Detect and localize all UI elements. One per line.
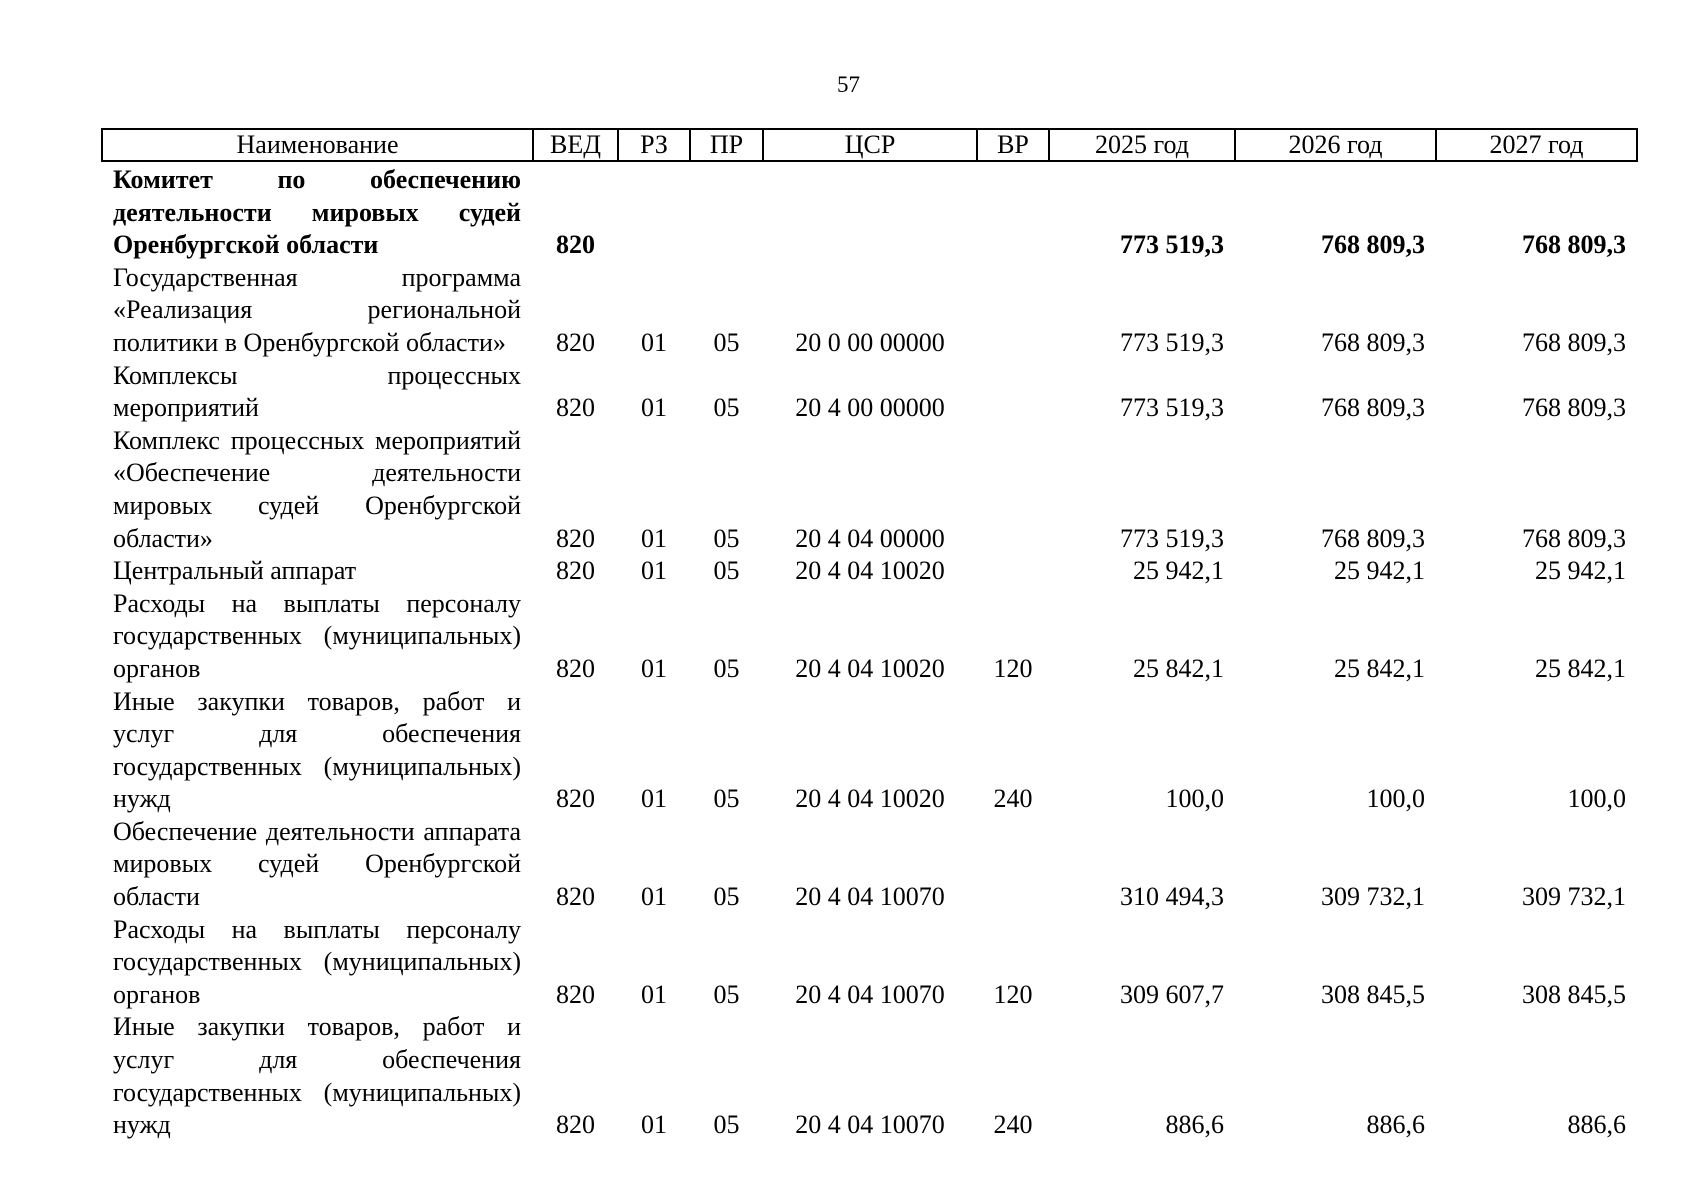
cell-rz	[618, 161, 690, 262]
budget-table	[101, 128, 1638, 1142]
header-2025: 2025 год	[1049, 129, 1235, 161]
cell-pr: 05	[713, 784, 740, 814]
cell-csr: 20 4 04 00000	[795, 523, 945, 553]
table-row	[102, 161, 1637, 262]
table-row	[102, 555, 1637, 588]
header-rz: РЗ	[618, 129, 690, 161]
header-csr: ЦСР	[763, 129, 977, 161]
cell-rz: 01	[641, 327, 667, 357]
table-row	[102, 914, 1637, 1012]
table-row	[102, 425, 1637, 555]
cell-csr: 20 4 04 10020	[795, 556, 945, 586]
cell-name: Центральный аппарат	[113, 556, 357, 586]
cell-ved: 820	[556, 327, 595, 357]
cell-vr	[977, 816, 1049, 914]
cell-2027: 100,0	[1567, 784, 1626, 814]
header-row	[102, 129, 1637, 161]
cell-2027: 886,6	[1567, 1110, 1626, 1140]
table-row	[102, 1011, 1637, 1141]
cell-name: Государственная программа «Реализация региональной политики в Оренбургской области»	[113, 262, 521, 357]
cell-csr: 20 4 04 10020	[795, 653, 945, 683]
cell-ved: 820	[556, 784, 595, 814]
cell-2026: 100,0	[1366, 784, 1425, 814]
cell-vr: 120	[993, 979, 1033, 1009]
header-2027: 2027 год	[1436, 129, 1637, 161]
cell-2027: 768 809,3	[1522, 327, 1626, 357]
header-pr: ПР	[690, 129, 763, 161]
cell-ved: 820	[556, 882, 595, 912]
table-row	[102, 686, 1637, 816]
cell-rz: 01	[641, 653, 667, 683]
table-row	[102, 360, 1637, 425]
cell-2026: 25 942,1	[1334, 556, 1425, 586]
cell-vr	[977, 262, 1049, 360]
cell-2027: 768 809,3	[1522, 230, 1626, 260]
cell-2025: 25 942,1	[1133, 556, 1224, 586]
cell-csr: 20 0 00 00000	[795, 327, 945, 357]
header-name: Наименование	[102, 129, 533, 161]
cell-2025: 309 607,7	[1120, 979, 1224, 1009]
cell-csr: 20 4 04 10070	[795, 979, 945, 1009]
table-row	[102, 588, 1637, 686]
cell-2025: 310 494,3	[1120, 882, 1224, 912]
cell-2027: 25 842,1	[1535, 653, 1626, 683]
cell-2027: 308 845,5	[1522, 979, 1626, 1009]
cell-rz: 01	[641, 979, 667, 1009]
cell-name: Расходы на выплаты персоналу государственных (муниципальных) органов	[113, 914, 521, 1009]
table-body	[102, 161, 1637, 1142]
cell-csr: 20 4 04 10020	[795, 784, 945, 814]
cell-2025: 100,0	[1165, 784, 1224, 814]
cell-pr: 05	[713, 556, 740, 586]
table-row	[102, 816, 1637, 914]
cell-rz: 01	[641, 784, 667, 814]
cell-csr: 20 4 00 00000	[795, 393, 945, 423]
page-number: 57	[837, 72, 860, 97]
cell-vr	[977, 360, 1049, 425]
cell-name: Обеспечение деятельности аппарата мировых судей Оренбургской области	[113, 816, 521, 912]
cell-2026: 309 732,1	[1321, 882, 1425, 912]
cell-2025: 773 519,3	[1120, 230, 1224, 260]
cell-vr: 240	[993, 784, 1033, 814]
cell-name: Комплекс процессных мероприятий «Обеспечение деятельности мировых судей Оренбургской области»	[113, 425, 521, 553]
cell-name: Комитет по обеспечению деятельности мировых судей Оренбургской области	[113, 165, 521, 260]
header-ved: ВЕД	[533, 129, 618, 161]
cell-pr: 05	[713, 327, 740, 357]
cell-ved: 820	[556, 523, 595, 553]
cell-csr: 20 4 04 10070	[795, 882, 945, 912]
cell-name: Комплексы процессных мероприятий	[113, 360, 521, 423]
cell-2026: 768 809,3	[1321, 327, 1425, 357]
cell-2026: 768 809,3	[1321, 393, 1425, 423]
table-row	[102, 262, 1637, 360]
cell-pr: 05	[713, 882, 740, 912]
cell-ved: 820	[556, 979, 595, 1009]
cell-2026: 768 809,3	[1321, 230, 1425, 260]
header-vr: ВР	[977, 129, 1049, 161]
cell-2025: 886,6	[1165, 1110, 1224, 1140]
cell-name: Иные закупки товаров, работ и услуг для обеспечения государственных (муниципальных) нужд	[113, 1012, 521, 1140]
cell-2025: 773 519,3	[1120, 393, 1224, 423]
cell-pr: 05	[713, 1110, 740, 1140]
cell-pr: 05	[713, 523, 740, 553]
cell-ved: 820	[556, 1110, 595, 1140]
cell-csr	[763, 161, 977, 262]
cell-ved: 820	[556, 393, 595, 423]
cell-pr: 05	[713, 979, 740, 1009]
cell-2025: 773 519,3	[1120, 523, 1224, 553]
cell-pr	[690, 161, 763, 262]
cell-2025: 773 519,3	[1120, 327, 1224, 357]
cell-pr: 05	[713, 653, 740, 683]
cell-rz: 01	[641, 556, 667, 586]
cell-rz: 01	[641, 882, 667, 912]
cell-2025: 25 842,1	[1133, 653, 1224, 683]
cell-2026: 25 842,1	[1334, 653, 1425, 683]
cell-rz: 01	[641, 523, 667, 553]
cell-2026: 308 845,5	[1321, 979, 1425, 1009]
cell-ved: 820	[556, 653, 595, 683]
cell-2027: 309 732,1	[1522, 882, 1626, 912]
cell-rz: 01	[641, 393, 667, 423]
cell-2027: 25 942,1	[1535, 556, 1626, 586]
cell-ved: 820	[556, 230, 595, 260]
table-header	[102, 129, 1637, 161]
cell-csr: 20 4 04 10070	[795, 1110, 945, 1140]
cell-rz: 01	[641, 1110, 667, 1140]
cell-vr: 120	[993, 653, 1033, 683]
cell-2027: 768 809,3	[1522, 523, 1626, 553]
cell-2026: 768 809,3	[1321, 523, 1425, 553]
cell-vr: 240	[993, 1110, 1033, 1140]
cell-name: Расходы на выплаты персоналу государственных (муниципальных) органов	[113, 588, 521, 683]
cell-ved: 820	[556, 556, 595, 586]
cell-pr: 05	[713, 393, 740, 423]
cell-vr	[977, 555, 1049, 588]
cell-vr	[977, 425, 1049, 555]
cell-name: Иные закупки товаров, работ и услуг для обеспечения государственных (муниципальных) нужд	[113, 686, 521, 814]
header-2026: 2026 год	[1235, 129, 1436, 161]
cell-2027: 768 809,3	[1522, 393, 1626, 423]
cell-2026: 886,6	[1366, 1110, 1425, 1140]
cell-vr	[977, 161, 1049, 262]
